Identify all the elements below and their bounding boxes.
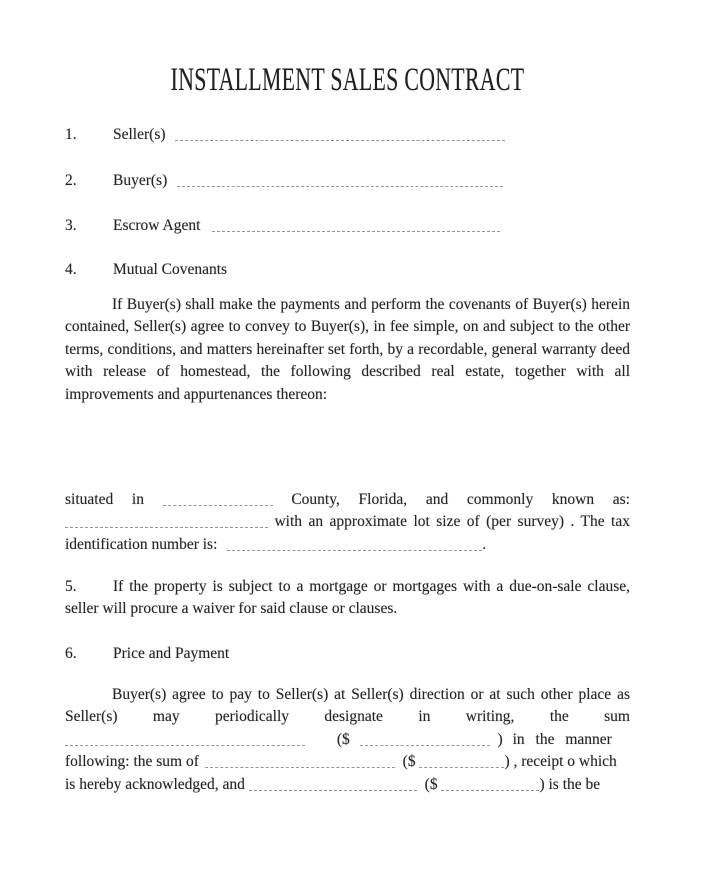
balance-amount-blank-line <box>441 779 539 791</box>
item-covenants-label: Mutual Covenants <box>113 261 228 278</box>
sum-open-paren: ($ <box>336 730 350 748</box>
situated-clause <box>65 489 630 556</box>
payment-line-3 <box>65 729 630 751</box>
balance-open-paren: ($ <box>424 775 438 793</box>
clause-5-text-1: If the property is subject to a mortgage or mortgages with a due-on-sale clause, <box>113 578 630 595</box>
item-covenants-number: 4. <box>65 261 77 278</box>
clause-6-heading <box>65 643 630 665</box>
county-blank-line <box>163 494 273 506</box>
sum-words-blank-line <box>65 734 305 746</box>
manner-text: in the manner <box>512 730 612 748</box>
receipt-text: ) , receipt o which <box>504 753 617 771</box>
clause-5-line-2: seller will procure a waiver for said clause or clauses. <box>65 600 398 618</box>
item-seller-label: Seller(s) <box>113 126 166 143</box>
balance-text: ) is the be <box>539 775 601 793</box>
clause-5-line-1 <box>65 576 630 598</box>
clause-5 <box>65 576 630 621</box>
sum-close-paren: ) <box>497 730 503 748</box>
tax-id-period: . <box>482 535 487 553</box>
item-buyer-number: 2. <box>65 172 77 189</box>
sum-amount-blank-line <box>360 734 490 746</box>
item-seller-number: 1. <box>65 126 77 143</box>
following-text: following: the sum of <box>65 753 199 771</box>
item-buyer-label: Buyer(s) <box>113 172 168 189</box>
balance-words-blank-line <box>249 779 417 791</box>
item-mutual-covenants <box>65 259 630 281</box>
situated-line-2 <box>65 511 630 533</box>
deposit-words-blank-line <box>205 756 395 768</box>
situated-pre-text: situated in <box>65 491 144 508</box>
deposit-amount-blank-line <box>419 756 504 768</box>
payment-line-1: Buyer(s) agree to pay to Seller(s) at Seller(s) direction or at such other place as <box>112 686 630 703</box>
item-buyer <box>65 170 630 192</box>
situated-line-3 <box>65 534 630 556</box>
item-escrow-label: Escrow Agent <box>113 217 201 234</box>
item-escrow-number: 3. <box>65 217 77 234</box>
buyer-blank-line <box>177 175 503 187</box>
clause-5-number: 5. <box>65 578 77 595</box>
clause-6-number: 6. <box>65 645 77 662</box>
payment-paragraph <box>65 684 630 796</box>
deposit-open-paren: ($ <box>402 753 416 771</box>
address-blank-line <box>65 516 268 528</box>
item-escrow-agent <box>65 215 630 237</box>
payment-line-4 <box>65 751 630 773</box>
document-title: INSTALLMENT SALES CONTRACT <box>170 62 525 98</box>
acknowledged-text: is hereby acknowledged, and <box>65 775 245 793</box>
situated-post-text: County, Florida, and commonly known as: <box>291 491 630 508</box>
situated-line-1 <box>65 489 630 511</box>
tax-id-label: identification number is: <box>65 535 218 553</box>
lot-size-text: with an approximate lot size of (per survey) . The tax <box>274 513 630 531</box>
payment-line-5 <box>65 774 630 796</box>
clause-6-label: Price and Payment <box>113 645 230 662</box>
item-seller <box>65 124 630 146</box>
tax-id-blank-line <box>227 539 482 551</box>
escrow-blank-line <box>212 220 500 232</box>
seller-blank-line <box>175 129 505 141</box>
payment-line-2: Seller(s) may periodically designate in writing, the sum <box>65 708 630 726</box>
covenants-paragraph: If Buyer(s) shall make the payments and perform the covenants of Buyer(s) herein contained, Seller(s) agree to convey to Buyer(s), in fee simple, on and subject to the other terms, conditions, and matters hereinafter set forth, by a recordable, general warranty deed with release of homestead, the following described real estate, together with all improvements and appurtenances thereon: <box>65 296 630 403</box>
